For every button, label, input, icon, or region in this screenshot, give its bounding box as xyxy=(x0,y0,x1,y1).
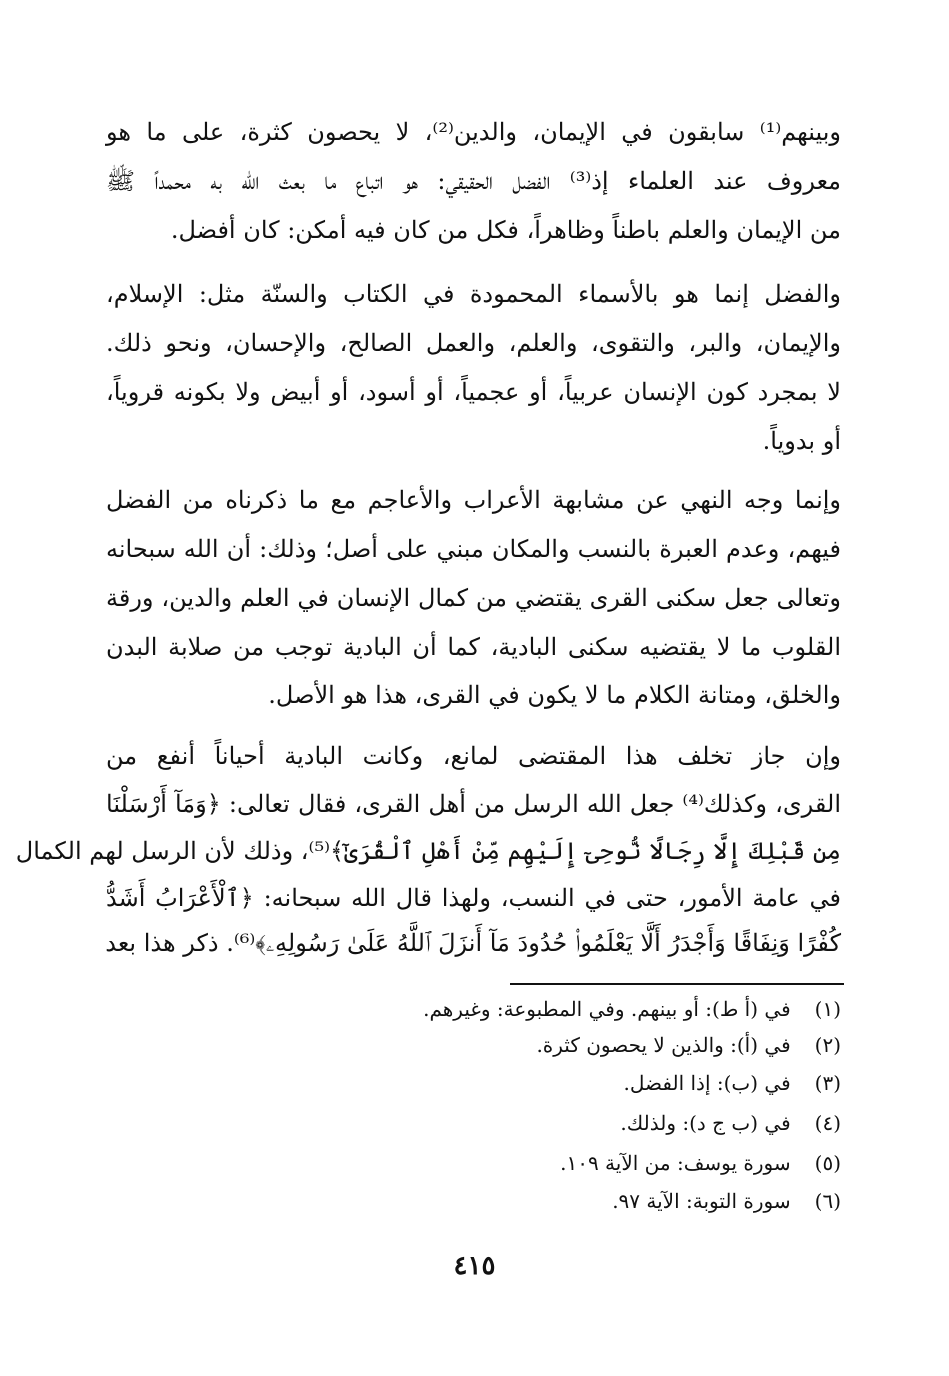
footnote-number: (٦) xyxy=(814,1189,841,1213)
footnote-number: (٣) xyxy=(814,1071,841,1095)
footnote-text: سورة يوسف: من الآية ١٠٩. xyxy=(560,1151,791,1175)
page-number: ٤١٥ xyxy=(453,1251,496,1281)
body-line: مِن قَبْلِكَ إِلَّا رِجَالًا نُّوحِىٓ إِلَيْهِم مِّنْ أَهْلِ ٱلْقُرَىٰٓ﴾⁽⁵⁾، وذلك لأن الرسل لهم الكمال xyxy=(15,837,841,865)
body-line: القرى، وكذلك⁽⁴⁾ جعل الله الرسل من أهل القرى، فقال تعالى: ﴿وَمَآ أَرْسَلْنَا xyxy=(106,790,841,818)
body-line: والفضل إنما هو بالأسماء المحمودة في الكتاب والسنّة مثل: الإسلام، xyxy=(106,280,841,308)
body-line: وإن جاز تخلف هذا المقتضى لمانع، وكانت البادية أحياناً أنفع من xyxy=(106,742,841,770)
body-line: لا بمجرد كون الإنسان عربياً، أو عجمياً، أو أسود، أو أبيض ولا بكونه قروياً، xyxy=(106,378,841,406)
footnote-number: (٢) xyxy=(814,1033,841,1057)
footnote-text: سورة التوبة: الآية ٩٧. xyxy=(612,1189,791,1213)
footnote xyxy=(624,1068,841,1098)
body-line: أو بدوياً. xyxy=(762,427,841,455)
body-line: القلوب ما لا يقتضيه سكنى البادية، كما أن البادية توجب من صلابة البدن xyxy=(106,633,841,661)
footnote-number: (١) xyxy=(814,997,841,1021)
footnote-number: (٥) xyxy=(814,1151,841,1175)
body-line: في عامة الأمور، حتى في النسب، ولهذا قال الله سبحانه: ﴿ٱلْأَعْرَابُ أَشَدُّ xyxy=(106,884,841,912)
body-line: كُفْرًا وَنِفَاقًا وَأَجْدَرُ أَلَّا يَعْلَمُوا۟ حُدُودَ مَآ أَنزَلَ ٱللَّهُ عَلَىٰ رَسُولِهِۦ﴾⁽⁶⁾. ذكر هذا بعد xyxy=(105,929,841,957)
footnote xyxy=(423,994,841,1024)
footnote-text: في (أ ط): أو بينهم. وفي المطبوعة: وغيرهم. xyxy=(423,997,791,1021)
footnote-number: (٤) xyxy=(814,1111,841,1135)
footnote xyxy=(612,1186,841,1216)
footnote xyxy=(560,1148,841,1178)
body-line: فيهم، وعدم العبرة بالنسب والمكان مبني على أصل؛ وذلك: أن الله سبحانه xyxy=(106,535,841,563)
footnote xyxy=(620,1108,841,1138)
footnote-text: في (أ): والذين لا يحصون كثرة. xyxy=(536,1033,791,1057)
footnote xyxy=(536,1030,841,1060)
body-line: من الإيمان والعلم باطناً وظاهراً، فكل من كان فيه أمكن: كان أفضل. xyxy=(170,216,841,244)
body-line: معروف عند العلماء إذ⁽³⁾ الفضل الحقيقي: هو اتباع ما بعث الله به محمداً ﷺ xyxy=(106,167,841,195)
footnote-text: في (ب): إذا الفضل. xyxy=(623,1071,791,1095)
footnote-text: في (ب ج د): ولذلك. xyxy=(620,1111,791,1135)
body-line: وتعالى جعل سكنى القرى يقتضي من كمال الإنسان في العلم والدين، ورقة xyxy=(106,584,841,612)
body-line: وبينهم⁽¹⁾ سابقون في الإيمان، والدين⁽²⁾، لا يحصون كثرة، على ما هو xyxy=(106,118,841,146)
body-line: والخلق، ومتانة الكلام ما لا يكون في القرى، هذا هو الأصل. xyxy=(268,681,841,709)
footnote-separator xyxy=(510,983,844,985)
body-line: وإنما وجه النهي عن مشابهة الأعراب والأعاجم مع ما ذكرناه من الفضل xyxy=(106,486,842,514)
body-line: والإيمان، والبر، والتقوى، والعلم، والعمل الصالح، والإحسان، ونحو ذلك. xyxy=(106,329,841,357)
